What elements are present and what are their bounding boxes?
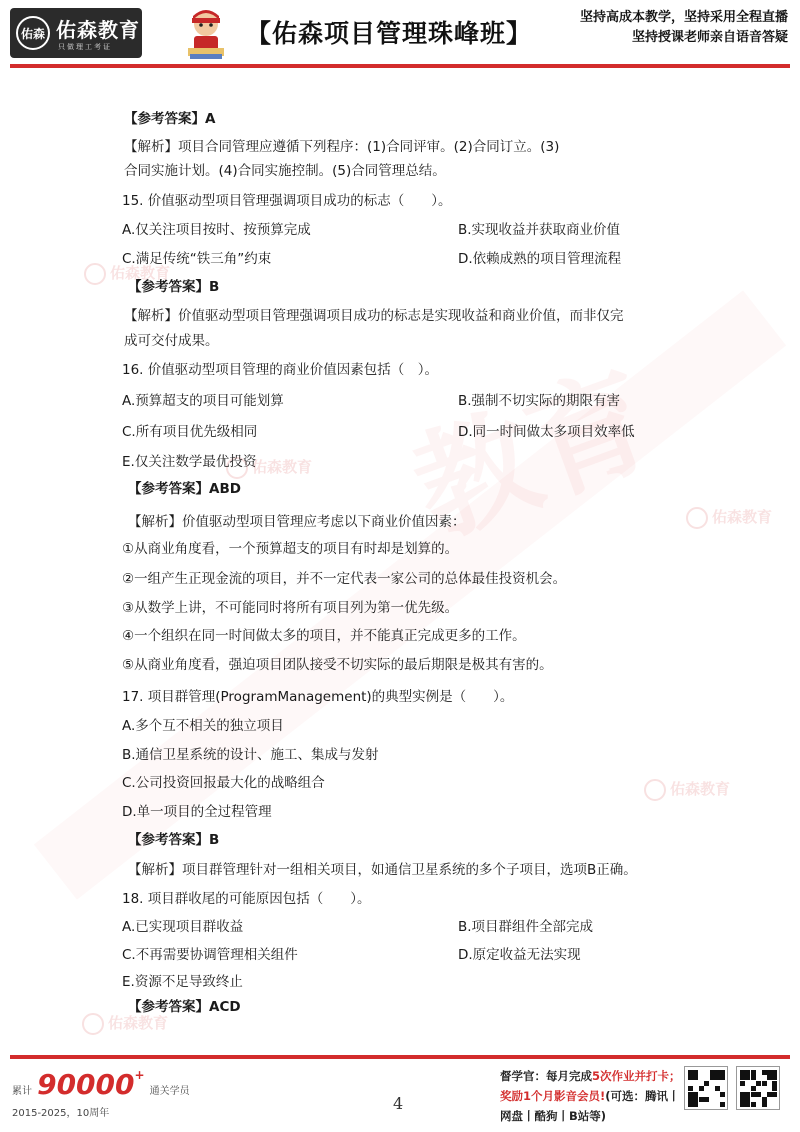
logo-slogan: 只做理工考证 xyxy=(58,43,112,51)
watermark: 佑森教育 xyxy=(82,1012,168,1035)
option-line: B.通信卫星系统的设计、施工、集成与发射 xyxy=(122,747,379,763)
text-line: 合同实施计划。(4)合同实施控制。(5)合同管理总结。 xyxy=(124,163,446,179)
page-number: 4 xyxy=(393,1094,404,1113)
text-line: 【解析】价值驱动型项目管理应考虑以下商业价值因素： xyxy=(128,514,466,530)
footer-stats: 累计 90000+ 通关学员 xyxy=(12,1068,190,1101)
option-line: D.依赖成熟的项目管理流程 xyxy=(458,251,622,267)
answer-line: 【参考答案】ACD xyxy=(128,999,241,1015)
option-line: C.不再需要协调管理相关组件 xyxy=(122,947,298,963)
page-title: 【佑森项目管理珠峰班】 xyxy=(246,19,533,48)
logo-text: 佑森教育 xyxy=(56,18,140,42)
answer-line: 【参考答案】B xyxy=(128,832,220,848)
option-line: E.资源不足导致终止 xyxy=(122,974,243,990)
answer-line: 【参考答案】ABD xyxy=(128,481,241,497)
answer-line: 【参考答案】B xyxy=(128,279,220,295)
question-line: 15. 价值驱动型项目管理强调项目成功的标志（ ）。 xyxy=(122,193,452,209)
question-line: 16. 价值驱动型项目管理的商业价值因素包括（ ）。 xyxy=(122,362,439,378)
text-line: 【解析】项目合同管理应遵循下列程序：(1)合同评审。(2)合同订立。(3) xyxy=(124,139,560,155)
text-line: ④一个组织在同一时间做太多的项目，并不能真正完成更多的工作。 xyxy=(122,628,526,644)
option-line: E.仅关注数学最优投资 xyxy=(122,454,257,470)
option-line: D.同一时间做太多项目效率低 xyxy=(458,424,635,440)
answer-line: 【参考答案】A xyxy=(124,111,216,127)
text-line: 【解析】价值驱动型项目管理强调项目成功的标志是实现收益和商业价值，而非仅完 xyxy=(124,308,624,324)
question-line: 17. 项目群管理(ProgramManagement)的典型实例是（ ）。 xyxy=(122,689,514,705)
text-line: ②一组产生正现金流的项目，并不一定代表一家公司的总体最佳投资机会。 xyxy=(122,571,567,587)
mascot-icon xyxy=(178,6,234,62)
header-slogan: 坚持高成本教学，坚持采用全程直播 坚持授课老师亲自语音答疑 xyxy=(579,10,788,45)
qr-code-icon xyxy=(684,1066,728,1110)
footer-years: 2015-2025，10周年 xyxy=(12,1108,110,1119)
text-line: ⑤从商业角度看，强迫项目团队接受不切实际的最后期限是极其有害的。 xyxy=(122,657,553,673)
watermark: 佑森教育 xyxy=(686,506,772,529)
option-line: C.公司投资回报最大化的战略组合 xyxy=(122,775,325,791)
text-line: ①从商业角度看，一个预算超支的项目有时却是划算的。 xyxy=(122,541,459,557)
watermark: 佑森教育 xyxy=(84,262,170,285)
watermark: 佑森教育 xyxy=(226,456,312,479)
header-divider xyxy=(10,64,790,68)
option-line: A.仅关注项目按时、按预算完成 xyxy=(122,222,311,238)
qr-code-icon xyxy=(736,1066,780,1110)
option-line: B.项目群组件全部完成 xyxy=(458,919,594,935)
option-line: A.预算超支的项目可能划算 xyxy=(122,393,284,409)
option-line: D.原定收益无法实现 xyxy=(458,947,581,963)
footer-divider xyxy=(10,1055,790,1059)
text-line: 【解析】项目群管理针对一组相关项目，如通信卫星系统的多个子项目，选项B正确。 xyxy=(128,862,637,878)
cumulative-number: 90000 xyxy=(37,1068,135,1101)
text-line: 成可交付成果。 xyxy=(124,333,219,349)
page-header xyxy=(0,0,800,68)
brand-logo xyxy=(10,8,142,58)
option-line: C.所有项目优先级相同 xyxy=(122,424,258,440)
footer-notice: 督学官：每月完成5次作业并打卡； 奖励1个月影音会员!(可选：腾讯丨 网盘丨酷狗丨B站等) xyxy=(500,1069,681,1123)
question-line: 18. 项目群收尾的可能原因包括（ ）。 xyxy=(122,891,371,907)
text-line: ③从数学上讲，不可能同时将所有项目列为第一优先级。 xyxy=(122,600,459,616)
watermark: 佑森教育 xyxy=(644,778,730,801)
option-line: B.强制不切实际的期限有害 xyxy=(458,393,621,409)
logo-emblem-icon: 佑森 xyxy=(16,16,50,50)
option-line: A.已实现项目群收益 xyxy=(122,919,244,935)
option-line: D.单一项目的全过程管理 xyxy=(122,804,272,820)
option-line: A.多个互不相关的独立项目 xyxy=(122,718,284,734)
option-line: C.满足传统“铁三角”约束 xyxy=(122,251,272,267)
option-line: B.实现收益并获取商业价值 xyxy=(458,222,621,238)
